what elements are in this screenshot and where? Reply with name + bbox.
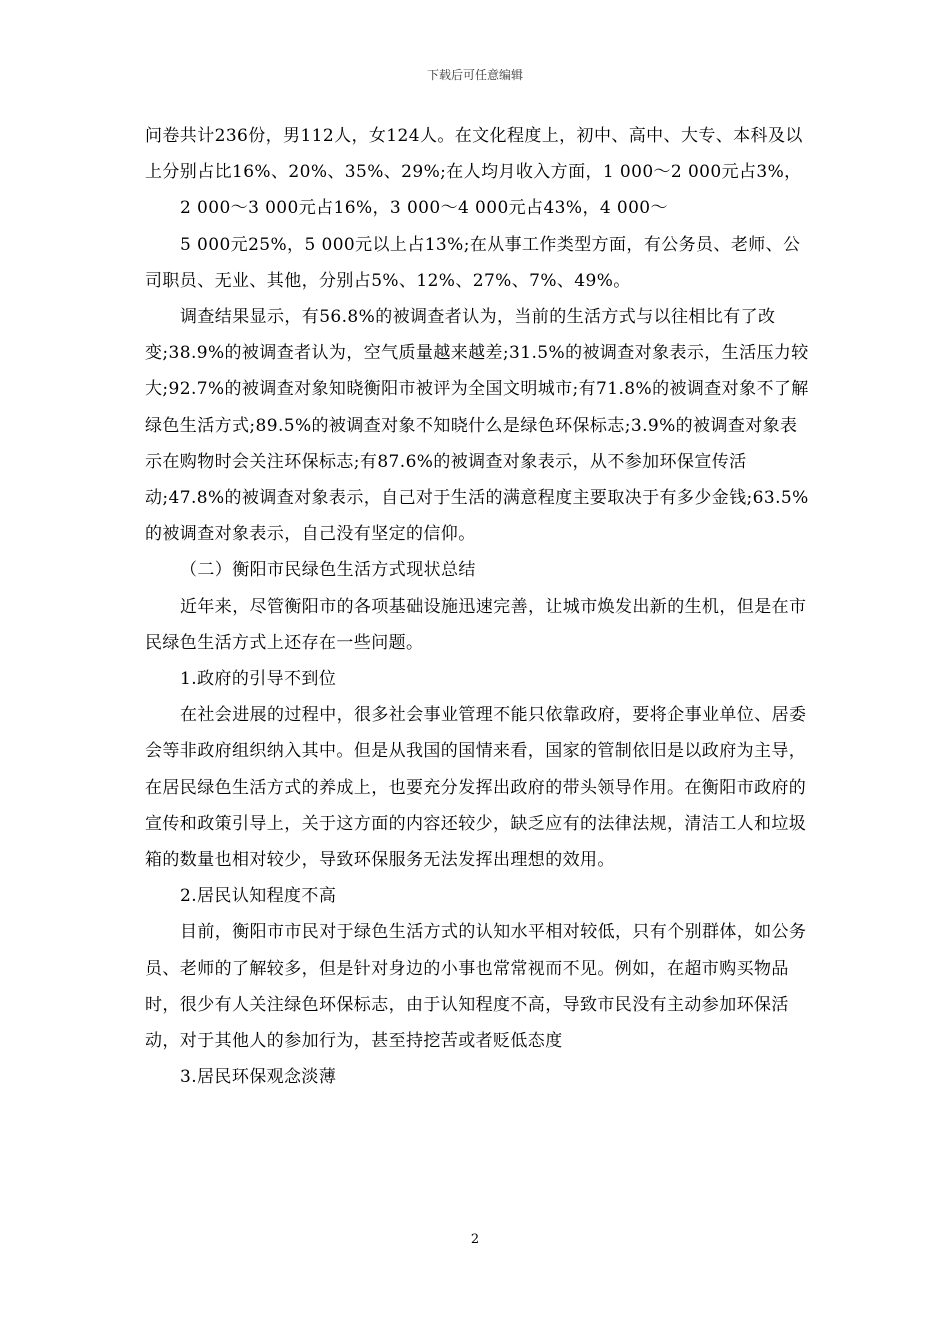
- paragraph: 问卷共计236份，男112人，女124人。在文化程度上，初中、高中、大专、本科及以上分别占比16%、20%、35%、29%;在人均月收入方面，1 000～2 000元占3%，: [145, 126, 803, 183]
- paragraph: 在社会进展的过程中，很多社会事业管理不能只依靠政府，要将企事业单位、居委会等非政府组织纳入其中。但是从我国的国情来看，国家的管制依旧是以政府为主导，在居民绿色生活方式的养成上，也要充分发挥出政府的带头领导作用。在衡阳市政府的宣传和政策引导上，关于这方面的内容还较少，缺乏应有的法律法规，清洁工人和垃圾箱的数量也相对较少，导致环保服务无法发挥出理想的效用。: [145, 705, 807, 871]
- paragraph: 5 000元25%，5 000元以上占13%;在从事工作类型方面，有公务员、老师、公司职员、无业、其他，分别占5%、12%、27%、7%、49%。: [145, 234, 801, 291]
- page-number: 2: [470, 1232, 480, 1247]
- paragraph: 2 000～3 000元占16%，3 000～4 000元占43%，4 000～: [180, 198, 668, 219]
- section-heading: （二）衡阳市民绿色生活方式现状总结: [180, 560, 476, 581]
- body-text: [145, 118, 810, 1095]
- subsection-heading: 3.居民环保观念淡薄: [180, 1067, 337, 1088]
- paragraph: 目前，衡阳市市民对于绿色生活方式的认知水平相对较低，只有个别群体，如公务员、老师的了解较多，但是针对身边的小事也常常视而不见。例如，在超市购买物品时，很少有人关注绿色环保标志，由于认知程度不高，导致市民没有主动参加环保活动，对于其他人的参加行为，甚至持挖苦或者贬低态度: [145, 922, 807, 1052]
- paragraph: 调查结果显示，有56.8%的被调查者认为，当前的生活方式与以往相比有了改变;38.9%的被调查者认为，空气质量越来越差;31.5%的被调查对象表示，生活压力较大;92.7%的被调查对象知晓衡阳市被评为全国文明城市;有71.8%的被调查对象不了解绿色生活方式;89.5%的被调查对象不知晓什么是绿色环保标志;3.9%的被调查对象表示在购物时会关注环保标志;有87.6%的被调查对象表示，从不参加环保宣传活动;47.8%的被调查对象表示，自己对于生活的满意程度主要取决于有多少金钱;63.5%的被调查对象表示，自己没有坚定的信仰。: [145, 307, 809, 545]
- paragraph: 近年来，尽管衡阳市的各项基础设施迅速完善，让城市焕发出新的生机，但是在市民绿色生活方式上还存在一些问题。: [145, 596, 807, 653]
- subsection-heading: 1.政府的引导不到位: [180, 669, 337, 690]
- page-header: 下载后可任意编辑: [426, 68, 523, 82]
- subsection-heading: 2.居民认知程度不高: [180, 886, 337, 907]
